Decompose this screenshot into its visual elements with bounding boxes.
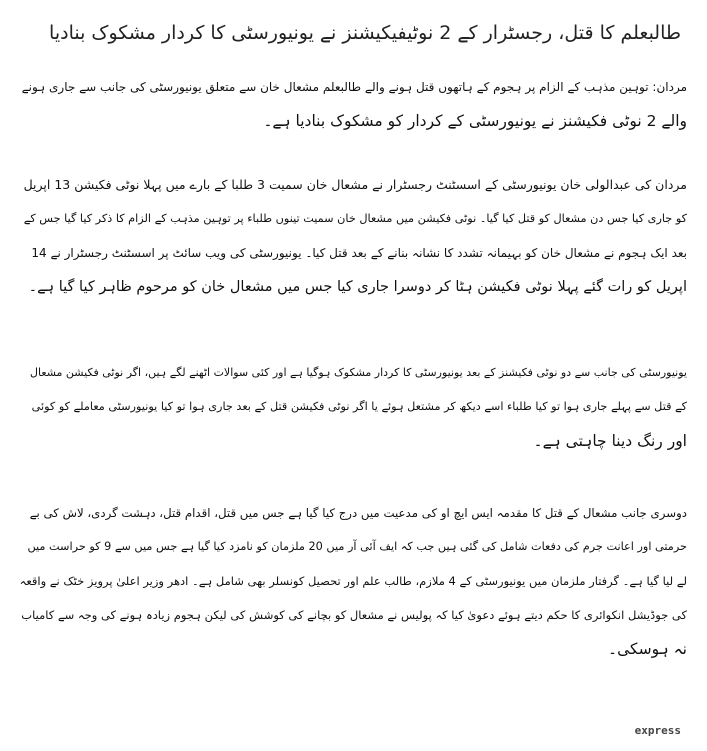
paragraph-line: اپریل کو رات گئے پہلا نوٹی فکیشن ہٹا کر دوسرا جاری کیا جس میں مشعال خان کو مرحوم ظاہر کیا گیا ہے۔ [28,279,687,295]
paragraph-2 [19,168,687,304]
paragraph-line: کو جاری کیا جس دن مشعال کو قتل کیا گیا۔ نوٹی فکیشن میں مشعال خان سمیت تینوں طلباء پر توہین مذہب کے الزام کا ذکر کیا گیا جس کے [23,212,687,225]
paragraph-line: کی جوڈیشل انکوائری کا حکم دیتے ہوئے دعویٰ کیا کہ پولیس نے مشعال کو بچانے کی کوشش کی لیکن ہجوم زیادہ ہونے کی وجہ سے کامیاب [21,608,687,622]
paragraph-line: نہ ہوسکی۔ [608,640,687,658]
paragraph-line: بعد ایک ہجوم نے مشعال خان کو بہیمانہ تشدد کا نشانہ بنانے کے بعد قتل کیا۔ یونیورسٹی کی ویب سائٹ پر اسسٹنٹ رجسٹرار نے 14 [31,246,687,260]
paragraph-line: یونیورسٹی کی جانب سے دو نوٹی فکیشنز کے بعد یونیورسٹی کا کردار مشکوک ہوگیا ہے اور کئی سوالات اٹھنے لگے ہیں، اگر نوٹی فکیشن مشعال [30,366,687,379]
paragraph-line: مردان کی عبدالولی خان یونیورسٹی کے اسسٹنٹ رجسٹرار نے مشعال خان سمیت 3 طلبا کے بارے میں پہلا نوٹی فکیشن 13 اپریل [23,177,687,192]
paragraph-line: والے 2 نوٹی فکیشنز نے یونیورسٹی کے کردار کو مشکوک بنادیا ہے۔ [263,112,687,130]
article-headline: طالبعلم کا قتل، رجسٹرار کے 2 نوٹیفیکیشنز نے یونیورسٹی کا کردار مشکوک بنادیا [49,22,681,44]
paragraph-line: لے لیا گیا ہے۔ گرفتار ملزمان میں یونیورسٹی کے 4 ملازم، طالب علم اور تحصیل کونسلر بھی شامل ہے۔ ادھر وزیر اعلیٰ پرویز خٹک نے واقعہ [19,574,687,588]
source-label: express [634,724,681,737]
paragraph-line: حرمتی اور اعانت جرم کی دفعات شامل کی گئی ہیں جب کہ ایف آئی آر میں 20 ملزمان کو نامزد کیا گیا ہے جس میں سے 9 کو حراست میں [27,540,687,553]
paragraph-line: کے قتل سے پہلے جاری ہوا تو کیا طلباء اسے دیکھ کر مشتعل ہوئے یا اگر نوٹی فکیشن قتل کے بعد جاری ہوا تو کیا یونیورسٹی معاملے کو کوئی [31,400,687,413]
paragraph-1 [19,70,687,138]
paragraph-line: مردان: توہین مذہب کے الزام پر ہجوم کے ہاتھوں قتل ہونے والے طالبعلم مشعال خان سے متعلق یونیورسٹی کی جانب سے جاری ہونے [21,80,687,94]
paragraph-4 [19,496,687,666]
paragraph-line: اور رنگ دینا چاہتی ہے۔ [533,432,687,450]
paragraph-3 [19,356,687,458]
paragraph-line: دوسری جانب مشعال کے قتل کا مقدمہ ایس ایچ او کی مدعیت میں درج کیا گیا ہے جس میں قتل، اقدام قتل، دہشت گردی، لاش کی بے [29,506,687,520]
